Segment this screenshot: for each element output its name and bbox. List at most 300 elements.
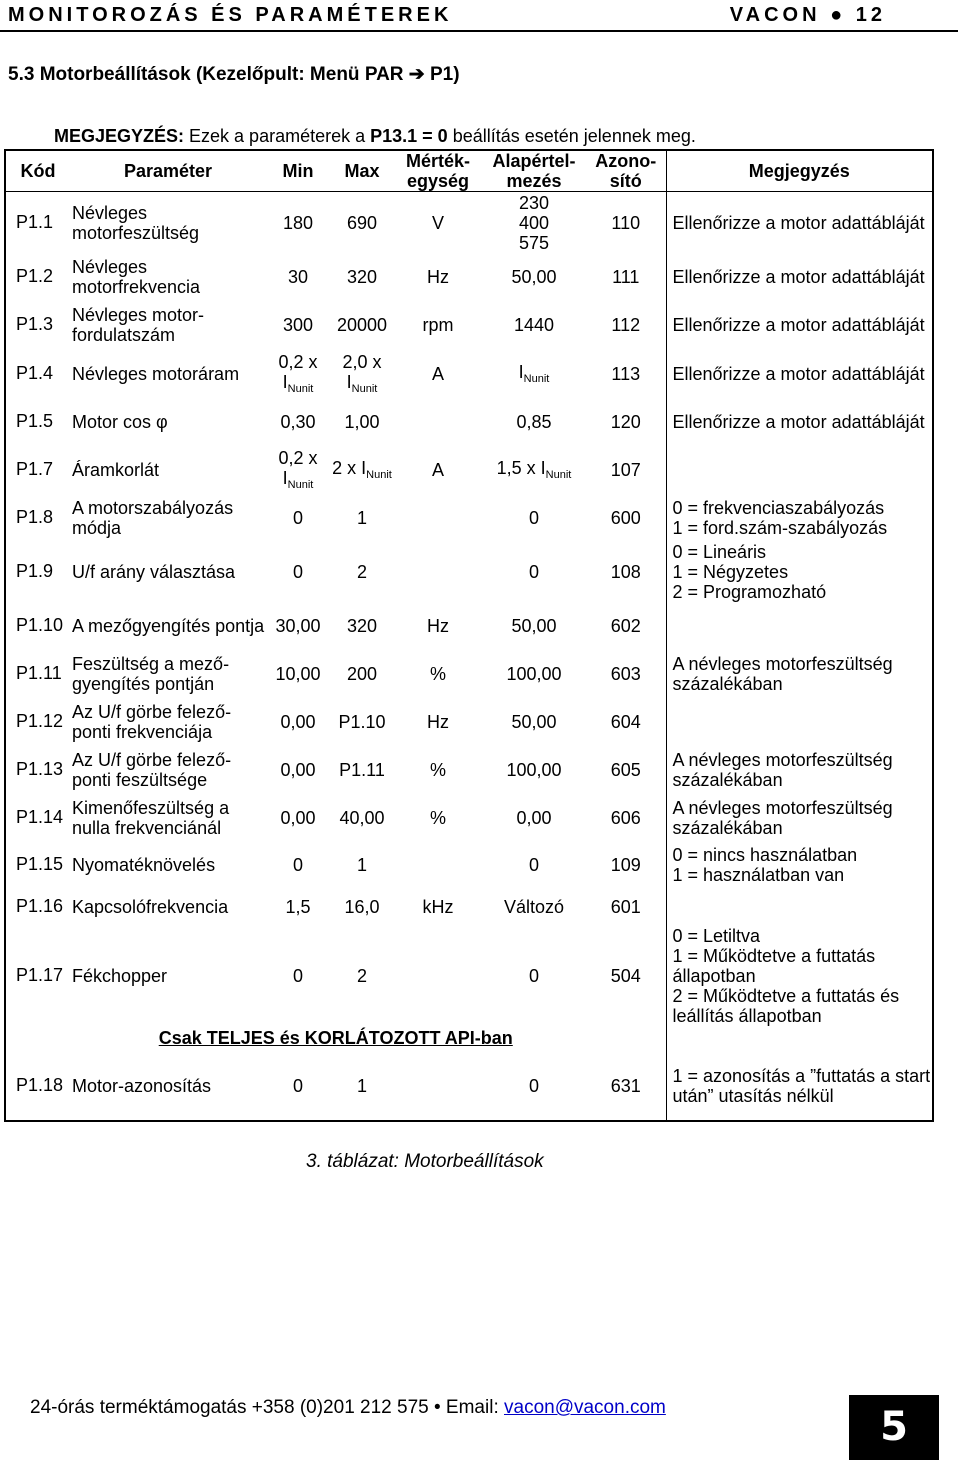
param-code-text: P1.7 — [16, 459, 54, 479]
email-link[interactable]: vacon@vacon.com — [504, 1397, 666, 1418]
param-max-text: 690 — [346, 212, 378, 233]
param-unit — [394, 746, 482, 794]
param-code — [6, 350, 70, 398]
param-min-text: 0 — [292, 965, 303, 986]
param-default — [482, 300, 586, 350]
param-min — [266, 350, 330, 398]
param-max — [330, 1052, 394, 1120]
param-unit — [394, 602, 482, 650]
param-code-text: P1.1 — [16, 212, 54, 233]
param-default — [482, 350, 586, 398]
param-unit — [394, 542, 482, 602]
param-note — [666, 494, 932, 542]
param-min — [266, 398, 330, 446]
param-name — [70, 650, 266, 698]
param-name-text: Az U/f görbe felező-ponti feszültsége — [72, 749, 232, 790]
param-name-text: Motor-azonosítás — [72, 1075, 212, 1096]
table-row — [6, 602, 932, 650]
param-unit — [394, 1052, 482, 1120]
param-code-text: P1.8 — [16, 507, 54, 527]
param-max-text: 320 — [346, 615, 378, 636]
param-code — [6, 398, 70, 446]
param-note — [666, 926, 932, 1026]
param-note-text: 0 = Letiltva 1 = Működtetve a futtatás állapotban 2 = Működtetve a futtatás és leállítás állapotban — [672, 925, 900, 1026]
param-default — [482, 926, 586, 1026]
param-default-text: 50,00 — [511, 615, 557, 636]
param-min-text: 0 — [292, 561, 303, 582]
param-code — [6, 1052, 70, 1120]
table-row — [6, 542, 932, 602]
param-max — [330, 650, 394, 698]
param-name-text: Motor cos φ — [72, 411, 168, 432]
table-row — [6, 926, 932, 1026]
param-id — [586, 398, 666, 446]
subscript-nunit: Nunit — [366, 469, 392, 481]
param-unit-text: rpm — [422, 314, 454, 335]
param-max-text: 1 — [356, 854, 367, 875]
footer — [30, 1397, 666, 1419]
param-unit — [394, 398, 482, 446]
param-code — [6, 542, 70, 602]
param-note — [666, 698, 932, 746]
param-max-text: 320 — [346, 266, 378, 287]
param-default-text: 100,00 — [506, 759, 562, 780]
param-min — [266, 926, 330, 1026]
subscript-nunit: Nunit — [287, 383, 314, 395]
param-name-text: A motorszabályozás módja — [72, 497, 234, 538]
param-id-text: 601 — [610, 896, 641, 917]
api-restriction-label: Csak TELJES és KORLÁTOZOTT API-ban — [158, 1028, 513, 1048]
param-max — [330, 542, 394, 602]
param-name-text: Kapcsolófrekvencia — [72, 896, 229, 917]
param-default-text: 50,00 — [511, 711, 557, 732]
table-caption: 3. táblázat: Motorbeállítások — [306, 1151, 544, 1172]
param-min — [266, 446, 330, 494]
param-min-text: 0,30 — [280, 411, 316, 432]
param-min-text: 0 — [292, 854, 303, 875]
param-min-text: 180 — [282, 212, 314, 233]
param-note — [666, 192, 932, 254]
col-header: Min — [266, 151, 330, 192]
param-name-text: Névleges motoráram — [72, 363, 240, 384]
param-min — [266, 888, 330, 926]
param-note — [666, 350, 932, 398]
param-max — [330, 842, 394, 888]
param-name — [70, 1052, 266, 1120]
param-unit — [394, 192, 482, 254]
param-code-text: P1.17 — [16, 965, 64, 985]
param-id — [586, 926, 666, 1026]
param-min — [266, 1052, 330, 1120]
param-default — [482, 746, 586, 794]
param-note-text: 0 = nincs használatban 1 = használatban van — [672, 844, 858, 885]
param-code-text: P1.2 — [16, 266, 54, 286]
param-code — [6, 602, 70, 650]
param-id — [586, 794, 666, 842]
param-min — [266, 746, 330, 794]
param-unit-text: A — [431, 363, 444, 384]
param-min — [266, 698, 330, 746]
param-code-text: P1.12 — [16, 711, 64, 731]
param-note-text: Ellenőrizze a motor adattábláját — [672, 266, 925, 287]
param-min — [266, 494, 330, 542]
param-max-text: 2 — [356, 965, 367, 986]
param-code-text: P1.13 — [16, 759, 64, 779]
param-min — [266, 602, 330, 650]
param-default — [482, 192, 586, 254]
param-max — [330, 888, 394, 926]
param-default — [482, 1052, 586, 1120]
param-max-text: 2,0 x I — [342, 352, 382, 392]
param-code — [6, 888, 70, 926]
col-header: Kód — [6, 151, 70, 192]
param-code — [6, 794, 70, 842]
col-header: Mérték-egység — [394, 151, 482, 192]
param-min — [266, 794, 330, 842]
param-id-text: 602 — [610, 615, 641, 636]
header-brand: VACON ● 12 — [729, 4, 886, 26]
param-max-text: 2 x I — [332, 458, 367, 478]
api-restriction-row — [6, 1026, 932, 1052]
param-min-text: 0,2 x I — [278, 448, 318, 488]
param-name-text: Fékchopper — [72, 965, 168, 986]
param-max — [330, 254, 394, 300]
col-header: Megjegyzés — [666, 151, 932, 192]
param-note — [666, 254, 932, 300]
param-max — [330, 494, 394, 542]
table-row — [6, 650, 932, 698]
param-note-text: A névleges motorfeszültség százalékában — [672, 653, 893, 694]
param-unit-text: V — [431, 212, 444, 233]
param-max-text: 1,00 — [344, 411, 380, 432]
param-id — [586, 746, 666, 794]
param-code — [6, 650, 70, 698]
subscript-nunit: Nunit — [287, 479, 314, 491]
param-max — [330, 192, 394, 254]
param-name-text: Nyomatéknövelés — [72, 854, 216, 875]
param-id-text: 112 — [611, 314, 641, 335]
param-id-text: 110 — [611, 212, 641, 233]
param-note-text: Ellenőrizze a motor adattábláját — [672, 314, 925, 335]
param-code-text: P1.15 — [16, 854, 64, 874]
note-label: MEGJEGYZÉS: — [54, 126, 185, 146]
param-default-text: 0 — [528, 507, 539, 528]
param-min — [266, 300, 330, 350]
param-max — [330, 398, 394, 446]
param-name — [70, 350, 266, 398]
param-code — [6, 698, 70, 746]
param-unit — [394, 794, 482, 842]
param-name — [70, 398, 266, 446]
param-note — [666, 446, 932, 494]
param-default — [482, 650, 586, 698]
subscript-nunit: Nunit — [351, 383, 378, 395]
note-text: Ezek a paraméterek a — [184, 126, 371, 146]
param-name — [70, 494, 266, 542]
param-max-text: 1 — [356, 1075, 367, 1096]
param-name — [70, 602, 266, 650]
param-id — [586, 842, 666, 888]
col-header: Paraméter — [70, 151, 266, 192]
param-note-text: Ellenőrizze a motor adattábláját — [672, 212, 925, 233]
param-default — [482, 794, 586, 842]
param-unit — [394, 446, 482, 494]
param-default — [482, 398, 586, 446]
param-default — [482, 494, 586, 542]
param-id-text: 111 — [612, 266, 640, 287]
table-row — [6, 446, 932, 494]
param-code — [6, 446, 70, 494]
param-note — [666, 602, 932, 650]
param-min-text: 10,00 — [275, 663, 321, 684]
table-header-row — [6, 151, 932, 192]
param-unit-text: % — [429, 663, 446, 684]
param-code — [6, 494, 70, 542]
param-name — [70, 794, 266, 842]
param-name-text: Névleges motorfrekvencia — [72, 256, 201, 297]
param-min-text: 0,2 x I — [278, 352, 318, 392]
param-note-text: Ellenőrizze a motor adattábláját — [672, 411, 925, 432]
param-min-text: 0 — [292, 507, 303, 528]
param-id-text: 605 — [610, 759, 641, 780]
param-name — [70, 254, 266, 300]
table-row — [6, 398, 932, 446]
table-row — [6, 254, 932, 300]
col-header: Azono-sító — [586, 151, 666, 192]
param-note — [666, 650, 932, 698]
param-unit — [394, 888, 482, 926]
param-code-text: P1.10 — [16, 615, 64, 635]
param-default-text: 0 — [528, 561, 539, 582]
param-id — [586, 602, 666, 650]
param-id-text: 604 — [610, 711, 641, 732]
param-unit-text: % — [429, 807, 446, 828]
footer-text: 24-órás terméktámogatás +358 (0)201 212 575 • Email: — [30, 1397, 504, 1418]
table-row — [6, 350, 932, 398]
col-header: Alapértel-mezés — [482, 151, 586, 192]
param-code — [6, 926, 70, 1026]
param-note-text: A névleges motorfeszültség százalékában — [672, 749, 893, 790]
param-min — [266, 842, 330, 888]
param-note — [666, 794, 932, 842]
param-name — [70, 698, 266, 746]
param-min-text: 0,00 — [280, 759, 316, 780]
param-default-text: 1,5 x I — [496, 458, 546, 478]
subscript-nunit: Nunit — [523, 373, 550, 385]
param-id-text: 603 — [610, 663, 641, 684]
param-min-text: 0 — [292, 1075, 303, 1096]
param-max — [330, 698, 394, 746]
param-default-text: 50,00 — [511, 266, 557, 287]
param-note — [666, 300, 932, 350]
param-unit — [394, 650, 482, 698]
param-max-text: P1.10 — [338, 711, 386, 732]
param-name — [70, 842, 266, 888]
param-code-text: P1.14 — [16, 807, 64, 827]
table-row — [6, 494, 932, 542]
param-default — [482, 698, 586, 746]
col-header: Max — [330, 151, 394, 192]
param-note-text: 1 = azonosítás a ”futtatás a start után” utasítás nélkül — [672, 1065, 931, 1106]
param-note — [666, 842, 932, 888]
page-header — [0, 0, 958, 32]
param-id — [586, 698, 666, 746]
param-unit — [394, 300, 482, 350]
param-note — [666, 888, 932, 926]
param-name — [70, 192, 266, 254]
param-min — [266, 542, 330, 602]
param-name-text: Kimenőfeszültség a nulla frekvenciánál — [72, 797, 230, 838]
param-id — [586, 650, 666, 698]
param-default-text: I — [518, 362, 524, 382]
table-row — [6, 842, 932, 888]
param-max-text: 40,00 — [339, 807, 385, 828]
note-tail: beállítás esetén jelennek meg. — [447, 126, 696, 146]
param-name-text: Feszültség a mező-gyengítés pontján — [72, 653, 230, 694]
table-row — [6, 746, 932, 794]
param-id-text: 108 — [610, 561, 641, 582]
param-note-text: 0 = Lineáris 1 = Négyzetes 2 = Programozható — [672, 541, 827, 602]
param-max — [330, 794, 394, 842]
param-id-text: 109 — [610, 854, 641, 875]
param-id-text: 631 — [610, 1075, 641, 1096]
page-number: 12 — [855, 4, 886, 26]
param-min-text: 0,00 — [280, 711, 316, 732]
param-name — [70, 746, 266, 794]
param-note-text: Ellenőrizze a motor adattábláját — [672, 363, 925, 384]
param-unit-text: Hz — [427, 266, 449, 287]
param-min-text: 30 — [287, 266, 309, 287]
param-id — [586, 350, 666, 398]
param-min-text: 1,5 — [285, 896, 311, 917]
param-id — [586, 192, 666, 254]
param-id — [586, 888, 666, 926]
param-note — [666, 542, 932, 602]
table-row — [6, 888, 932, 926]
param-note-text: A névleges motorfeszültség százalékában — [672, 797, 893, 838]
param-default-text: 0 — [528, 965, 539, 986]
note-line — [54, 126, 696, 147]
param-id — [586, 254, 666, 300]
param-max-text: 1 — [356, 507, 367, 528]
param-name — [70, 300, 266, 350]
param-unit-text: % — [429, 759, 446, 780]
param-max-text: P1.11 — [339, 759, 385, 780]
param-code-text: P1.3 — [16, 314, 54, 334]
param-code-text: P1.18 — [16, 1075, 64, 1095]
param-code-text: P1.16 — [16, 896, 64, 916]
note-ref: P13.1 = 0 — [370, 126, 448, 146]
param-max — [330, 446, 394, 494]
param-name — [70, 446, 266, 494]
header-title: MONITOROZÁS ÉS PARAMÉTEREK — [8, 4, 453, 26]
param-min — [266, 254, 330, 300]
param-id — [586, 1052, 666, 1120]
param-note — [666, 398, 932, 446]
param-max — [330, 300, 394, 350]
param-code-text: P1.5 — [16, 411, 54, 431]
param-default — [482, 842, 586, 888]
table-row — [6, 1052, 932, 1120]
param-code-text: P1.11 — [16, 663, 62, 683]
param-unit-text: Hz — [427, 615, 449, 636]
param-max-text: 20000 — [336, 314, 388, 335]
param-unit — [394, 698, 482, 746]
param-name-text: Áramkorlát — [72, 459, 160, 480]
param-default-text: 0,00 — [516, 807, 552, 828]
param-max-text: 200 — [346, 663, 378, 684]
param-default — [482, 888, 586, 926]
table-row — [6, 192, 932, 254]
param-note — [666, 1052, 932, 1120]
param-id-text: 606 — [610, 807, 641, 828]
section-title: 5.3 Motorbeállítások (Kezelőpult: Menü PAR ➔ P1) — [8, 64, 460, 85]
param-id — [586, 446, 666, 494]
param-min-text: 0,00 — [280, 807, 316, 828]
table-row — [6, 794, 932, 842]
api-note-blank — [666, 1026, 932, 1052]
param-max-text: 2 — [356, 561, 367, 582]
param-id — [586, 300, 666, 350]
param-id-text: 113 — [611, 363, 641, 384]
param-default-text: 0,85 — [516, 411, 552, 432]
parameter-table — [6, 151, 932, 1120]
param-default-text: 0 — [528, 1075, 539, 1096]
param-name-text: Az U/f görbe felező-ponti frekvenciája — [72, 701, 232, 742]
param-name — [70, 542, 266, 602]
param-name — [70, 888, 266, 926]
param-max — [330, 350, 394, 398]
param-code-text: P1.9 — [16, 561, 54, 581]
table-row — [6, 698, 932, 746]
param-id-text: 120 — [610, 411, 641, 432]
param-max-text: 16,0 — [344, 896, 380, 917]
param-default — [482, 542, 586, 602]
param-note — [666, 746, 932, 794]
param-name-text: Névleges motor-fordulatszám — [72, 304, 205, 345]
param-default-text: 1440 — [513, 314, 555, 335]
param-id — [586, 542, 666, 602]
param-unit — [394, 254, 482, 300]
param-id-text: 600 — [610, 507, 641, 528]
chapter-badge: 5 — [849, 1395, 939, 1460]
param-name-text: Névleges motorfeszültség — [72, 202, 200, 243]
param-unit — [394, 842, 482, 888]
param-default-text: Változó — [503, 896, 565, 917]
param-code-text: P1.4 — [16, 363, 54, 383]
param-default-text: 230 400 575 — [518, 192, 550, 253]
subscript-nunit: Nunit — [545, 469, 572, 481]
param-id-text: 107 — [610, 459, 641, 480]
brand-name: VACON — [729, 4, 821, 26]
param-code — [6, 842, 70, 888]
param-name-text: A mezőgyengítés pontja — [72, 615, 265, 636]
param-note-text: 0 = frekvenciaszabályozás 1 = ford.szám-szabályozás — [672, 497, 888, 538]
param-default-text: 100,00 — [506, 663, 562, 684]
param-id — [586, 494, 666, 542]
param-unit-text: kHz — [422, 896, 454, 917]
param-default — [482, 446, 586, 494]
param-max — [330, 926, 394, 1026]
param-unit — [394, 494, 482, 542]
param-default — [482, 254, 586, 300]
table-row — [6, 300, 932, 350]
param-min-text: 30,00 — [275, 615, 321, 636]
param-unit-text: Hz — [427, 711, 449, 732]
param-max — [330, 602, 394, 650]
param-unit — [394, 926, 482, 1026]
param-unit-text: A — [431, 459, 444, 480]
